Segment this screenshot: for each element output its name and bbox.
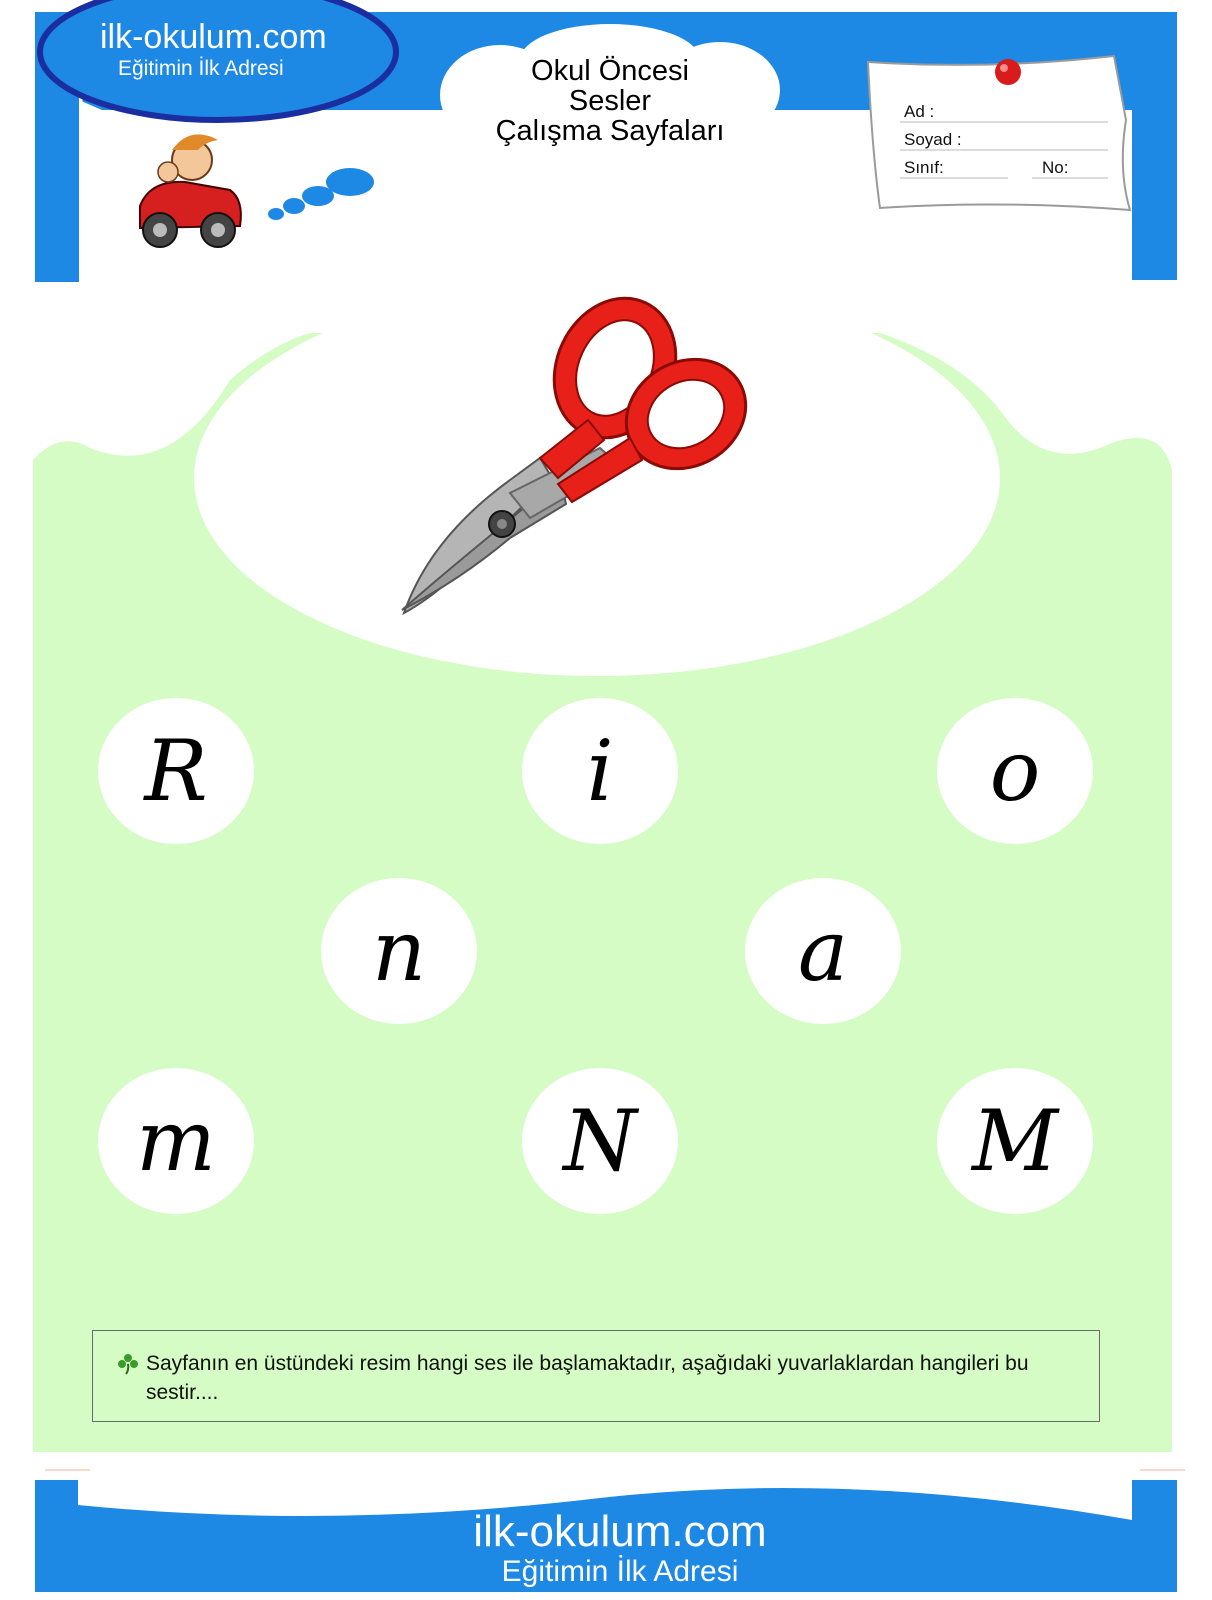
number-label: No: xyxy=(1042,158,1069,177)
worksheet-title-line-2: Sesler xyxy=(568,85,652,117)
letter-7: N xyxy=(563,1092,637,1190)
worksheet-title-line-3: Çalışma Sayfaları xyxy=(495,115,725,147)
letter-2: i xyxy=(586,722,614,820)
footer-site-title: ilk-okulum.com xyxy=(473,1507,767,1556)
letter-circle-2[interactable] xyxy=(522,698,678,844)
letter-3: o xyxy=(989,722,1041,820)
letter-circle-8[interactable] xyxy=(937,1068,1093,1214)
letter-circle-1[interactable] xyxy=(98,698,254,844)
clover-icon xyxy=(116,1352,140,1376)
name-label: Ad : xyxy=(904,102,935,121)
worksheet-title-line-1: Okul Öncesi xyxy=(531,55,689,87)
letter-circle-6[interactable] xyxy=(98,1068,254,1214)
site-title: ilk-okulum.com xyxy=(100,18,327,56)
scissors-icon xyxy=(390,288,770,628)
letter-4: n xyxy=(371,902,427,1000)
instruction-text: Sayfanın en üstündeki resim hangi ses ile başlamaktadır, aşağıdaki yuvarlaklardan hangileri bu sestir.... xyxy=(146,1352,1029,1404)
site-slogan: Eğitimin İlk Adresi xyxy=(118,57,284,80)
surname-label: Soyad : xyxy=(904,130,962,149)
letter-circle-7[interactable] xyxy=(522,1068,678,1214)
letter-circle-5[interactable] xyxy=(745,878,901,1024)
letter-1: R xyxy=(144,722,208,820)
footer-site-slogan: Eğitimin İlk Adresi xyxy=(501,1555,739,1588)
letter-circle-4[interactable] xyxy=(321,878,477,1024)
letter-5: a xyxy=(797,902,849,1000)
class-label: Sınıf: xyxy=(904,158,944,177)
letter-6: m xyxy=(136,1092,216,1190)
worksheet-title xyxy=(470,56,750,146)
letter-8: M xyxy=(971,1092,1058,1190)
letter-circle-3[interactable] xyxy=(937,698,1093,844)
